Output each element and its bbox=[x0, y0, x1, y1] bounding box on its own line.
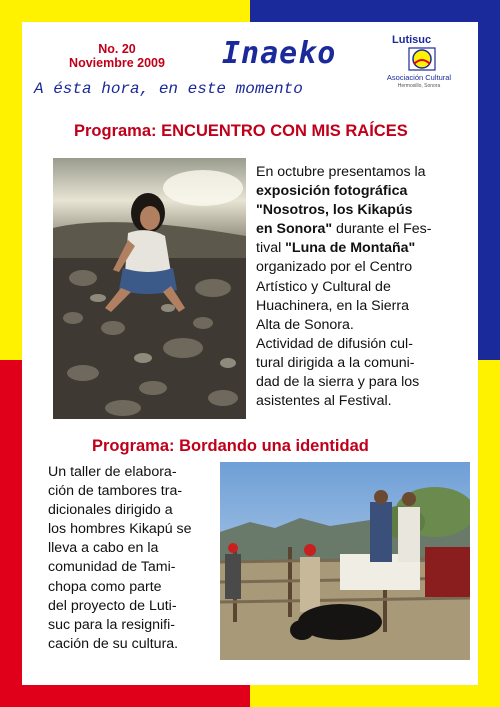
issue-info bbox=[62, 42, 172, 70]
section2-body bbox=[48, 463, 218, 654]
s1-text: organizado por el Centro bbox=[256, 259, 413, 276]
s2-line: suc para la resignifi- bbox=[48, 616, 175, 633]
s1-text: Actividad de difusión cul- bbox=[256, 335, 413, 352]
logo-name: Lutisuc bbox=[392, 34, 432, 46]
s1-text: tural dirigida a la comuni- bbox=[256, 354, 415, 371]
s1-bold: "Nosotros, los Kikapús bbox=[256, 202, 413, 219]
s1-text: En octubre presentamos la bbox=[256, 164, 426, 180]
s1-bold: exposición fotográfica bbox=[256, 183, 408, 200]
s1-text: dad de la sierra y para los bbox=[256, 374, 420, 391]
frame-right-yellow bbox=[478, 360, 500, 707]
frame-top-yellow bbox=[0, 0, 250, 22]
frame-bottom-yellow bbox=[250, 685, 500, 707]
s2-line: los hombres Kikapú se bbox=[48, 521, 192, 538]
s1-text: Artístico y Cultural de bbox=[256, 278, 391, 295]
newsletter-tagline: A ésta hora, en este momento bbox=[34, 80, 303, 98]
s2-line: ción de tambores tra- bbox=[48, 483, 183, 500]
s2-line: comunidad de Tami- bbox=[48, 559, 176, 576]
s2-line: chopa como parte bbox=[48, 578, 162, 595]
frame-left-red bbox=[0, 360, 22, 707]
logo-subtitle: Asociación Cultural bbox=[386, 73, 452, 82]
issue-date: Noviembre 2009 bbox=[69, 56, 165, 70]
s2-line: dicionales dirigido a bbox=[48, 502, 173, 519]
s1-text: durante el Fes- bbox=[332, 221, 432, 238]
s2-line: lleva a cabo en la bbox=[48, 540, 159, 557]
frame-top-blue bbox=[250, 0, 500, 22]
photo-girl-on-riverbank bbox=[53, 158, 246, 419]
s1-text: Huachinera, en la Sierra bbox=[256, 297, 409, 314]
photo-men-at-corral bbox=[220, 462, 470, 660]
section2-heading: Programa: Bordando una identidad bbox=[92, 437, 369, 455]
s1-text: tival bbox=[256, 240, 286, 257]
s1-text: Alta de Sonora. bbox=[256, 316, 354, 333]
logo-place: Hermosillo, Sonora bbox=[397, 83, 441, 89]
frame-left-yellow bbox=[0, 0, 22, 360]
frame-bottom-red bbox=[0, 685, 250, 707]
issue-number: No. 20 bbox=[98, 42, 136, 56]
lutisuc-logo bbox=[384, 34, 454, 90]
s1-text: asistentes al Festival. bbox=[256, 393, 392, 410]
section1-heading: Programa: ENCUENTRO CON MIS RAÍCES bbox=[74, 122, 408, 140]
s2-line: cación de su cultura. bbox=[48, 635, 179, 652]
section1-body bbox=[256, 163, 468, 411]
newsletter-title: Inaeko bbox=[222, 36, 337, 71]
s2-line: del proyecto de Luti- bbox=[48, 597, 177, 614]
s1-bold: en Sonora" bbox=[256, 221, 333, 238]
s1-bold: "Luna de Montaña" bbox=[285, 240, 416, 257]
s2-line: Un taller de elabora- bbox=[48, 464, 177, 480]
frame-right-blue bbox=[478, 0, 500, 360]
